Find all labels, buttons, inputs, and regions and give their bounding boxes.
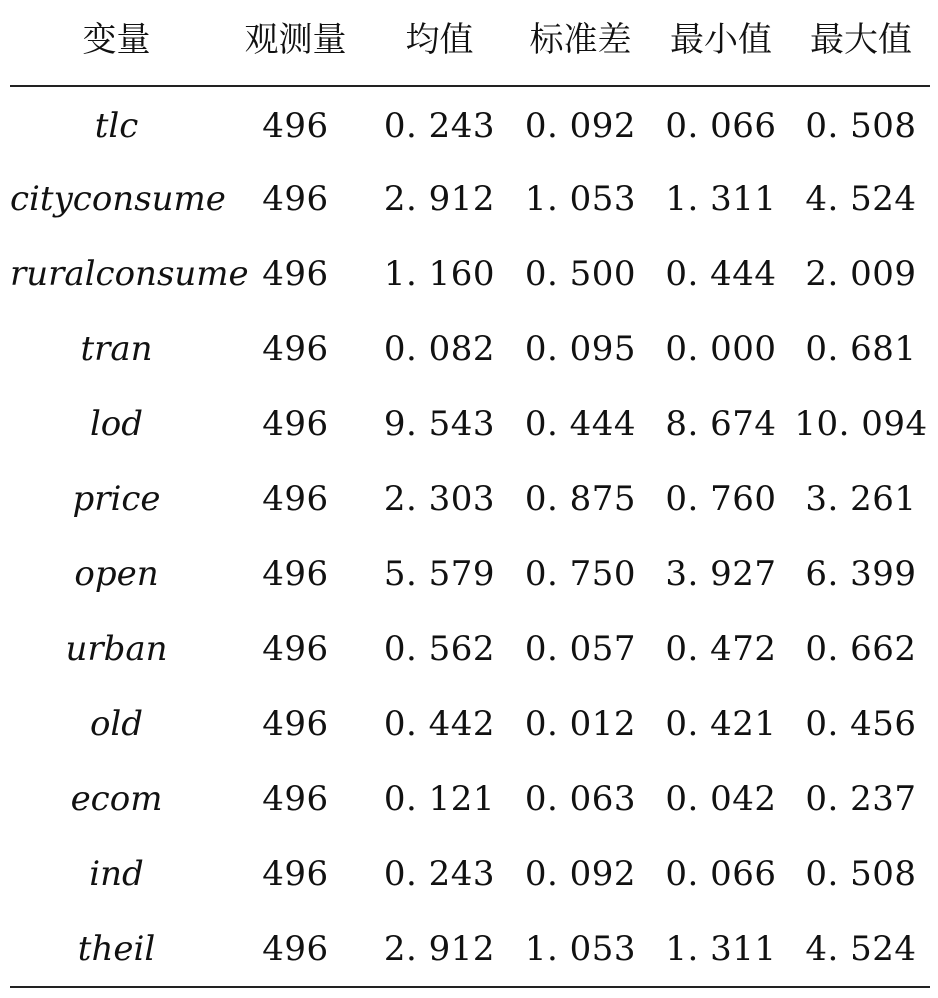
cell-min: 3. 927 <box>665 553 777 594</box>
cell-std-dev: 0. 444 <box>524 403 637 444</box>
cell-min: 0. 444 <box>665 253 777 294</box>
header-observations: 观测量 <box>244 20 347 60</box>
cell-min: 0. 042 <box>665 778 777 819</box>
cell-mean: 0. 121 <box>383 778 496 819</box>
cell-mean: 2. 912 <box>383 928 496 969</box>
cell-max: 0. 681 <box>805 328 917 369</box>
table-row <box>10 236 930 311</box>
cell-mean: 0. 243 <box>383 853 496 894</box>
cell-variable: cityconsume <box>10 178 226 219</box>
cell-variable: price <box>72 478 161 519</box>
cell-std-dev: 0. 095 <box>524 328 637 369</box>
cell-observations: 496 <box>262 253 329 294</box>
cell-std-dev: 0. 057 <box>524 628 637 669</box>
table-row <box>10 761 930 836</box>
table-row <box>10 386 930 461</box>
cell-max: 4. 524 <box>805 928 917 969</box>
cell-variable: theil <box>77 928 156 969</box>
cell-std-dev: 0. 063 <box>524 778 637 819</box>
cell-mean: 1. 160 <box>383 253 496 294</box>
cell-variable: old <box>89 703 144 744</box>
cell-observations: 496 <box>262 403 329 444</box>
cell-mean: 5. 579 <box>383 553 496 594</box>
cell-variable: ind <box>89 853 144 894</box>
cell-min: 0. 421 <box>665 703 777 744</box>
cell-std-dev: 1. 053 <box>524 928 637 969</box>
cell-mean: 0. 243 <box>383 106 496 146</box>
cell-max: 2. 009 <box>805 253 917 294</box>
cell-max: 0. 456 <box>805 703 917 744</box>
cell-min: 0. 472 <box>665 628 777 669</box>
cell-max: 4. 524 <box>805 178 917 219</box>
cell-observations: 496 <box>262 628 329 669</box>
cell-observations: 496 <box>262 853 329 894</box>
header-row <box>10 0 930 86</box>
cell-min: 0. 066 <box>665 853 777 894</box>
cell-min: 1. 311 <box>665 928 777 969</box>
cell-variable: tlc <box>94 106 139 146</box>
cell-min: 0. 066 <box>665 106 777 146</box>
cell-mean: 2. 303 <box>383 478 496 519</box>
cell-std-dev: 0. 500 <box>524 253 637 294</box>
table-row <box>10 536 930 611</box>
cell-std-dev: 0. 750 <box>524 553 637 594</box>
cell-mean: 2. 912 <box>383 178 496 219</box>
cell-variable: tran <box>80 328 153 369</box>
cell-variable: urban <box>65 628 168 669</box>
header-max: 最大值 <box>810 20 912 60</box>
header-variable: 变量 <box>82 20 151 60</box>
cell-mean: 0. 082 <box>383 328 496 369</box>
cell-variable: lod <box>89 403 144 444</box>
cell-max: 0. 662 <box>805 628 917 669</box>
cell-min: 0. 000 <box>665 328 777 369</box>
table-row <box>10 86 930 161</box>
cell-max: 0. 508 <box>805 853 917 894</box>
cell-max: 0. 237 <box>805 778 917 819</box>
descriptive-statistics-table-container <box>10 0 930 986</box>
table-row <box>10 461 930 536</box>
table-row <box>10 911 930 986</box>
cell-min: 8. 674 <box>665 403 777 444</box>
cell-max: 6. 399 <box>805 553 917 594</box>
cell-observations: 496 <box>262 553 329 594</box>
cell-observations: 496 <box>262 928 329 969</box>
cell-variable: ecom <box>70 778 163 819</box>
cell-std-dev: 0. 875 <box>524 478 637 519</box>
header-std-dev: 标准差 <box>529 20 632 60</box>
cell-observations: 496 <box>262 778 329 819</box>
cell-mean: 0. 442 <box>383 703 496 744</box>
cell-observations: 496 <box>262 478 329 519</box>
cell-variable: ruralconsume <box>10 253 249 294</box>
cell-std-dev: 0. 012 <box>524 703 637 744</box>
descriptive-statistics-table <box>10 0 930 986</box>
cell-observations: 496 <box>262 328 329 369</box>
table-row <box>10 311 930 386</box>
cell-max: 0. 508 <box>805 106 917 146</box>
cell-min: 1. 311 <box>665 178 777 219</box>
table-row <box>10 161 930 236</box>
cell-observations: 496 <box>262 178 329 219</box>
cell-max: 3. 261 <box>805 478 917 519</box>
header-min: 最小值 <box>670 20 772 60</box>
cell-variable: open <box>74 553 159 594</box>
cell-mean: 9. 543 <box>383 403 496 444</box>
cell-observations: 496 <box>262 106 329 146</box>
table-row <box>10 686 930 761</box>
cell-min: 0. 760 <box>665 478 777 519</box>
cell-max: 10. 094 <box>794 403 928 444</box>
table-row <box>10 836 930 911</box>
cell-mean: 0. 562 <box>383 628 496 669</box>
cell-std-dev: 0. 092 <box>524 853 637 894</box>
table-header <box>10 0 930 86</box>
cell-std-dev: 1. 053 <box>524 178 637 219</box>
bottom-rule <box>10 986 930 988</box>
table-row <box>10 611 930 686</box>
header-mean: 均值 <box>405 20 474 60</box>
cell-std-dev: 0. 092 <box>524 106 637 146</box>
cell-observations: 496 <box>262 703 329 744</box>
table-body <box>10 86 930 986</box>
